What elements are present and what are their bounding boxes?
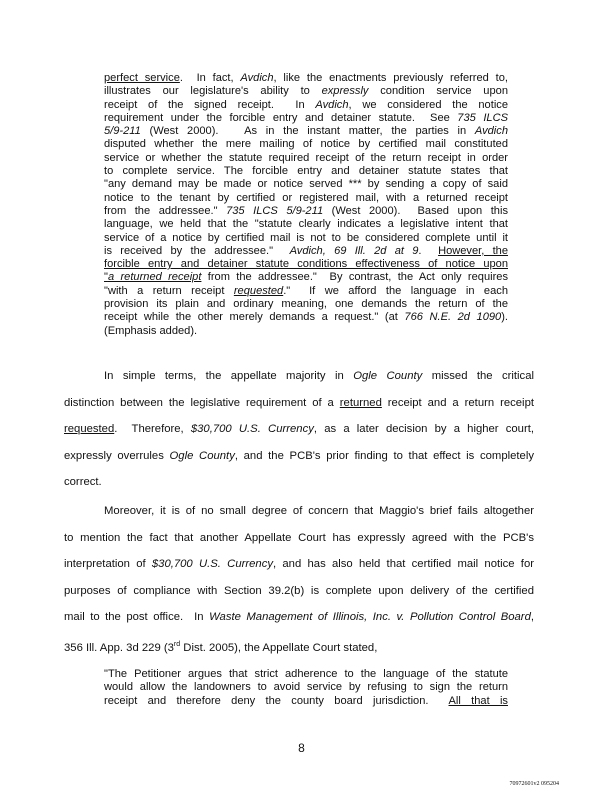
quote-line: language, we held that the "statute clearly indicates a legislative intent that (104, 218, 508, 231)
body-line: purposes of compliance with Section 39.2(b) is complete upon delivery of the certified (64, 584, 534, 597)
quote-line: "a returned receipt from the addressee." By contrast, the Act only requires (104, 271, 508, 284)
quote-line: from the addressee." 735 ILCS 5/9-211 (West 2000). Based upon this (104, 204, 508, 217)
quote-line: "The Petitioner argues that strict adherence to the language of the statute (104, 668, 508, 680)
body-line: correct. (64, 476, 102, 488)
paragraph-ogle-county (64, 370, 534, 503)
body-line: mail to the post office. In Waste Management of Illinois, Inc. v. Pollution Control Board, (64, 611, 534, 623)
quote-line: disputed whether the mere mailing of notice by certified mail constituted (104, 138, 508, 151)
quote-line: notice to the tenant by certified or registered mail, with a returned receipt (104, 191, 508, 204)
quote-line: illustrates our legislature's ability to expressly condition service upon (104, 85, 508, 98)
body-line: interpretation of $30,700 U.S. Currency, and has also held that certified mail notice for (64, 558, 534, 570)
quote-line: "with a return receipt requested." If we afford the language in each (104, 284, 508, 297)
block-quote-petitioner (104, 668, 508, 708)
body-line: requested. Therefore, $30,700 U.S. Currency, as a later decision by a higher court, (64, 423, 534, 435)
quote-line: requirement under the forcible entry and detainer statute. See 735 ILCS (104, 111, 508, 124)
document-id: 70972601v2 095204 (509, 781, 559, 787)
quote-line: forcible entry and detainer statute conditions effectiveness of notice upon (104, 258, 508, 271)
body-line: In simple terms, the appellate majority in Ogle County missed the critical (104, 370, 534, 382)
quote-line: would allow the landowners to avoid service by refusing to sign the return (104, 681, 508, 694)
quote-line: service or whether the statute required receipt of the return receipt in order (104, 151, 508, 164)
body-line: expressly overrules Ogle County, and the PCB's prior finding to that effect is completely (64, 449, 534, 462)
body-line: distinction between the legislative requirement of a returned receipt and a return receipt (64, 396, 534, 409)
page-number: 8 (298, 741, 305, 755)
quote-line: provision its plain and ordinary meaning, one demands the return of the (104, 298, 508, 311)
quote-line: (Emphasis added). (104, 324, 198, 337)
quote-line: to complete service. The forcible entry and detainer statute states that (104, 165, 508, 178)
quote-line: receipt and therefore deny the county board jurisdiction. All that is (104, 694, 508, 707)
quote-line: receipt of the signed receipt. In Avdich, we considered the notice (104, 98, 508, 111)
quote-line: perfect service. In fact, Avdich, like the enactments previously referred to, (104, 72, 508, 84)
block-quote-avdich (104, 72, 508, 338)
quote-line: 5/9-211 (West 2000). As in the instant matter, the parties in Avdich (104, 125, 508, 138)
body-line: to mention the fact that another Appellate Court has expressly agreed with the PCB's (64, 531, 534, 544)
body-line: 356 Ill. App. 3d 229 (3rd Dist. 2005), the Appellate Court stated, (64, 640, 378, 654)
quote-line: service of a notice by certified mail is not to be considered complete until it (104, 231, 508, 244)
quote-line: is received by the addressee." Avdich, 69 Ill. 2d at 9. However, the (104, 244, 509, 257)
body-line: Moreover, it is of no small degree of concern that Maggio's brief fails altogether (104, 505, 534, 517)
paragraph-waste-management (64, 505, 534, 664)
quote-line: receipt while the other merely demands a request." (at 766 N.E. 2d 1090). (104, 311, 508, 324)
quote-line: "any demand may be made or notice served *** by sending a copy of said (104, 178, 508, 191)
